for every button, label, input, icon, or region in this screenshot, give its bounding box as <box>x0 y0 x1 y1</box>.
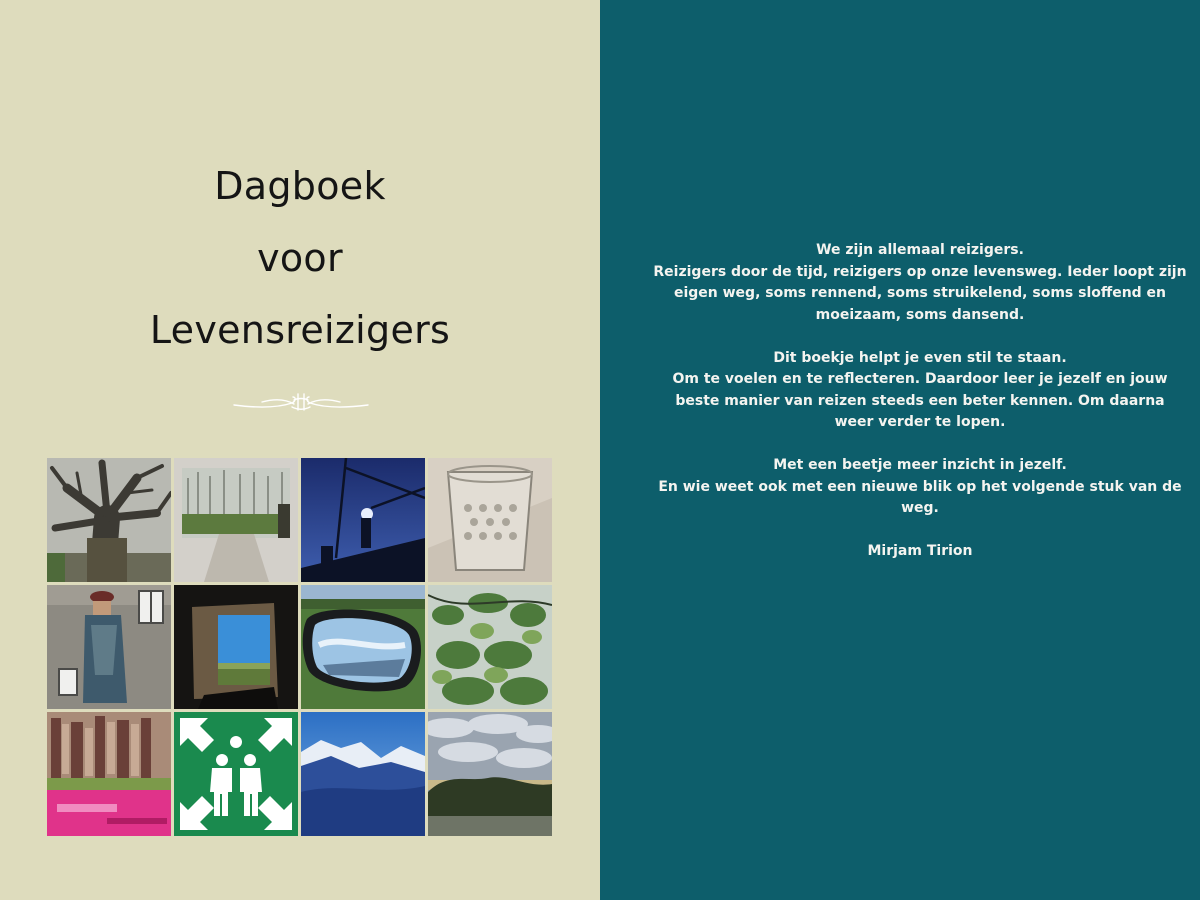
wall-mural-photo <box>47 585 171 709</box>
text-line: Dit boekje helpt je even stil te staan. <box>773 349 1067 366</box>
text-line: Reizigers door de tijd, reizigers op onze levensweg. Ieder loopt zijn <box>653 263 1187 280</box>
car-mirror-photo <box>301 585 425 709</box>
leaves-photo <box>428 585 552 709</box>
flourish-divider-icon <box>232 388 370 416</box>
photo-grid <box>47 458 554 839</box>
snow-mountain-photo <box>301 712 425 836</box>
title-line-1: Dagboek <box>214 164 386 208</box>
cloudy-sky-photo <box>428 712 552 836</box>
text-line: eigen weg, soms rennend, soms struikelend, soms sloffend en <box>673 285 1167 301</box>
text-line: Met een beetje meer inzicht in jezelf. <box>773 457 1067 473</box>
author-name <box>620 541 1200 563</box>
text-line: We zijn allemaal reizigers. <box>816 242 1024 258</box>
assembly-point-sign-icon <box>174 712 298 836</box>
back-cover-text <box>620 240 1200 584</box>
text-line: beste manier van reizen steeds een beter kennen. Om daarna <box>675 392 1165 409</box>
text-line: En wie weet ook met een nieuwe blik op het volgende stuk van de <box>658 478 1182 495</box>
text-line: weer verder te lopen. <box>834 414 1006 430</box>
text-line: weg. <box>901 500 939 516</box>
painting-photo <box>47 712 171 836</box>
paragraph-3 <box>620 455 1200 520</box>
paragraph-2 <box>620 348 1200 434</box>
text-line: Mirjam Tirion <box>867 543 973 559</box>
tree-photo <box>47 458 171 582</box>
forest-path-photo <box>174 458 298 582</box>
window-view-photo <box>174 585 298 709</box>
glass-photo <box>428 458 552 582</box>
text-line: Om te voelen en te reflecteren. Daardoor leer je jezelf en jouw <box>672 371 1168 387</box>
sailboat-photo <box>301 458 425 582</box>
text-line: moeizaam, soms dansend. <box>815 306 1025 323</box>
title-line-3: Levensreizigers <box>149 308 451 352</box>
paragraph-1 <box>620 240 1200 326</box>
title-line-2: voor <box>257 236 343 280</box>
book-title <box>0 150 600 366</box>
